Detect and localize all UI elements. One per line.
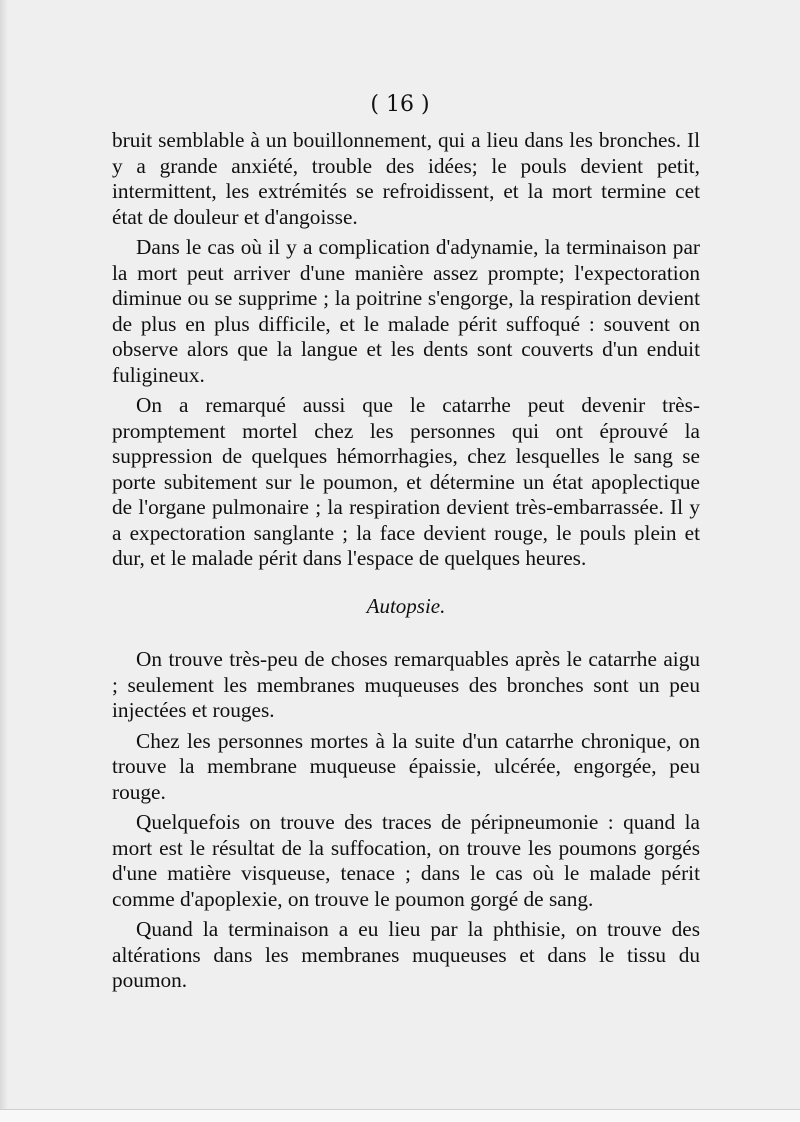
paragraph: Chez les personnes mortes à la suite d'un catarrhe chronique, on trouve la membrane muqueuse épaissie, ulcérée, engorgée, peu rouge. [112, 728, 700, 804]
paragraph: Quand la terminaison a eu lieu par la phthisie, on trouve des altérations dans les membranes muqueuses et dans le tissu du poumon. [112, 917, 700, 992]
page-body [112, 128, 700, 999]
paragraph: Quelquefois on trouve des traces de péripneumonie : quand la mort est le résultat de la suffocation, on trouve les poumons gorgés d'une matière visqueuse, tenace ; dans le cas où le malade périt comme d'apoplexie, on trouve le poumon gorgé de sang. [112, 810, 700, 911]
section-heading: Autopsie. [366, 593, 446, 618]
paragraph: bruit semblable à un bouillonnement, qui a lieu dans les bronches. Il y a grande anxiété, trouble des idées; le pouls devient petit, intermittent, les extrémités se refroidissent, et la mort termine cet état de douleur et d'angoisse. [112, 128, 700, 229]
paragraph: On trouve très-peu de choses remarquables après le catarrhe aigu ; seulement les membranes muqueuses des bronches sont un peu injectées et rouges. [112, 647, 700, 722]
paragraph: On a remarqué aussi que le catarrhe peut devenir très-promptement mortel chez les personnes qui ont éprouvé la suppression de quelques hémorrhagies, chez lesquelles le sang se porte subitement sur le poumon, et détermine un état apoplectique de l'organe pulmonaire ; la respiration devient très-embarrassée. Il y a expectoration sanglante ; la face devient rouge, le pouls plein et dur, et le malade périt dans l'espace de quelques heures. [112, 393, 700, 570]
paragraph: Dans le cas où il y a complication d'adynamie, la terminaison par la mort peut arriver d'une manière assez prompte; l'expectoration diminue ou se supprime ; la poitrine s'engorge, la respiration devient de plus en plus difficile, et le malade périt suffoqué : souvent on observe alors que la langue et les dents sont couverts d'un enduit fuligineux. [112, 235, 700, 387]
page-number: ( 16 ) [370, 92, 430, 117]
